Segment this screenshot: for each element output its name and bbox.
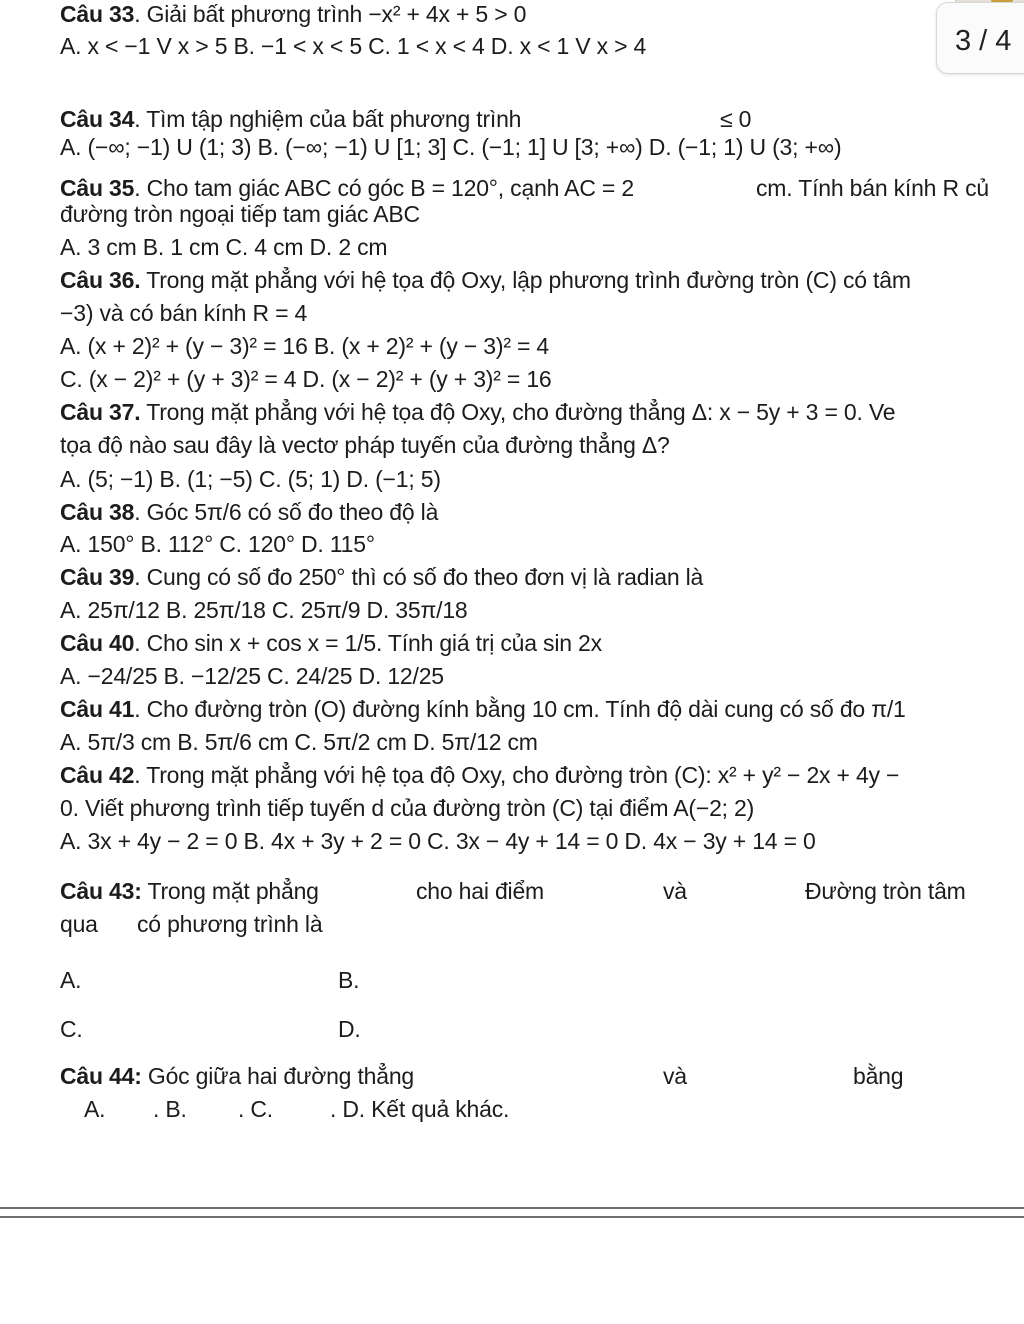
question-43-stem (60, 877, 319, 905)
question-39-stem (60, 563, 703, 591)
page-divider-bottom (0, 1216, 1024, 1218)
page-divider-top (0, 1207, 1024, 1209)
question-text: . Tìm tập nghiệm của bất phương trình (134, 106, 522, 132)
question-42-stem (60, 761, 899, 789)
question-label: Câu 35 (60, 175, 135, 201)
question-39-options: A. 25π/12 B. 25π/18 C. 25π/9 D. 35π/18 (60, 597, 468, 623)
question-36-options-cd: C. (x − 2)² + (y + 3)² = 4 D. (x − 2)² + (y + 3)² = 16 (60, 366, 552, 392)
question-35-stem-cont: cm. Tính bán kính R củ (756, 175, 989, 201)
question-44-text-equals: bằng (853, 1063, 904, 1089)
question-34-stem (60, 108, 521, 130)
question-text: . Trong mặt phẳng với hệ tọa độ Oxy, cho đường tròn (C): x² + y² − 2x + 4y − (134, 762, 900, 788)
question-text: . Giải bất phương trình −x² + 4x + 5 > 0 (134, 1, 527, 27)
question-43-option-c: C. (60, 1016, 83, 1042)
question-43-text-through: qua (60, 911, 98, 937)
question-text: Trong mặt phẳng (141, 878, 319, 904)
question-34-options: A. (−∞; −1) U (1; 3) B. (−∞; −1) U [1; 3] C. (−1; 1] U [3; +∞) D. (−1; 1) U (3; +∞) (60, 134, 842, 160)
question-41-stem (60, 695, 906, 723)
question-label: Câu 42 (60, 762, 135, 788)
question-text: Góc giữa hai đường thẳng (141, 1063, 415, 1089)
question-text: . Cho sin x + cos x = 1/5. Tính giá trị của sin 2x (134, 630, 602, 656)
page-indicator-text: 3 / 4 (955, 25, 1012, 57)
question-label: Câu 43: (60, 878, 142, 904)
page-indicator (936, 2, 1024, 74)
question-42-options: A. 3x + 4y − 2 = 0 B. 4x + 3y + 2 = 0 C. 3x − 4y + 14 = 0 D. 4x − 3y + 14 = 0 (60, 828, 816, 854)
question-33-options: A. x < −1 V x > 5 B. −1 < x < 5 C. 1 < x < 4 D. x < 1 V x > 4 (60, 33, 647, 59)
question-text: . Cho đường tròn (O) đường kính bằng 10 cm. Tính độ dài cung có số đo π/1 (134, 696, 906, 722)
question-33-stem (60, 0, 526, 28)
question-text: . Góc 5π/6 có số đo theo độ là (134, 499, 439, 525)
question-42-stem-line2: 0. Viết phương trình tiếp tuyến d của đường tròn (C) tại điểm A(−2; 2) (60, 795, 755, 821)
question-43-text-equation: có phương trình là (137, 911, 323, 937)
question-43-option-d: D. (338, 1016, 361, 1042)
question-label: Câu 36. (60, 267, 141, 293)
question-text: Trong mặt phẳng với hệ tọa độ Oxy, lập phương trình đường tròn (C) có tâm (140, 267, 911, 293)
question-label: Câu 33 (60, 1, 135, 27)
question-44-option-a: A. (84, 1096, 106, 1122)
question-44-option-d: . D. Kết quả khác. (330, 1096, 510, 1122)
question-label: Câu 41 (60, 696, 135, 722)
question-label: Câu 44: (60, 1063, 142, 1089)
question-label: Câu 37. (60, 399, 141, 425)
question-35-options: A. 3 cm B. 1 cm C. 4 cm D. 2 cm (60, 234, 388, 260)
question-label: Câu 38 (60, 499, 135, 525)
question-label: Câu 34 (60, 106, 135, 132)
question-35-stem (60, 174, 634, 202)
question-43-text-circle-center: Đường tròn tâm (805, 878, 966, 904)
question-label: Câu 40 (60, 630, 135, 656)
question-41-options: A. 5π/3 cm B. 5π/6 cm C. 5π/2 cm D. 5π/12 cm (60, 729, 538, 755)
question-text: . Cho tam giác ABC có góc B = 120°, cạnh AC = 2 (134, 175, 634, 201)
question-43-text-two-points: cho hai điểm (416, 878, 545, 904)
question-36-stem-line2: −3) và có bán kính R = 4 (60, 300, 308, 326)
question-37-options: A. (5; −1) B. (1; −5) C. (5; 1) D. (−1; 5) (60, 466, 441, 492)
question-40-stem (60, 629, 602, 657)
question-36-options-ab: A. (x + 2)² + (y − 3)² = 16 B. (x + 2)² + (y − 3)² = 4 (60, 333, 549, 359)
question-36-stem (60, 266, 911, 294)
question-38-options: A. 150° B. 112° C. 120° D. 115° (60, 531, 375, 557)
question-text: Trong mặt phẳng với hệ tọa độ Oxy, cho đường thẳng Δ: x − 5y + 3 = 0. Ve (140, 399, 896, 425)
question-40-options: A. −24/25 B. −12/25 C. 24/25 D. 12/25 (60, 663, 444, 689)
question-38-stem (60, 498, 438, 526)
question-text: . Cung có số đo 250° thì có số đo theo đơn vị là radian là (134, 564, 704, 590)
question-37-stem-line2: tọa độ nào sau đây là vectơ pháp tuyến của đường thẳng Δ? (60, 432, 670, 458)
question-43-option-b: B. (338, 967, 360, 993)
question-44-text-and: và (663, 1063, 687, 1089)
question-34-inequality-sign: ≤ 0 (720, 106, 752, 132)
question-44-option-c: . C. (238, 1096, 273, 1122)
question-44-stem (60, 1062, 414, 1090)
question-35-stem-line2: đường tròn ngoại tiếp tam giác ABC (60, 201, 420, 227)
question-43-text-and: và (663, 878, 687, 904)
question-44-option-b: . B. (153, 1096, 187, 1122)
question-label: Câu 39 (60, 564, 135, 590)
question-37-stem (60, 398, 895, 426)
question-43-option-a: A. (60, 967, 82, 993)
